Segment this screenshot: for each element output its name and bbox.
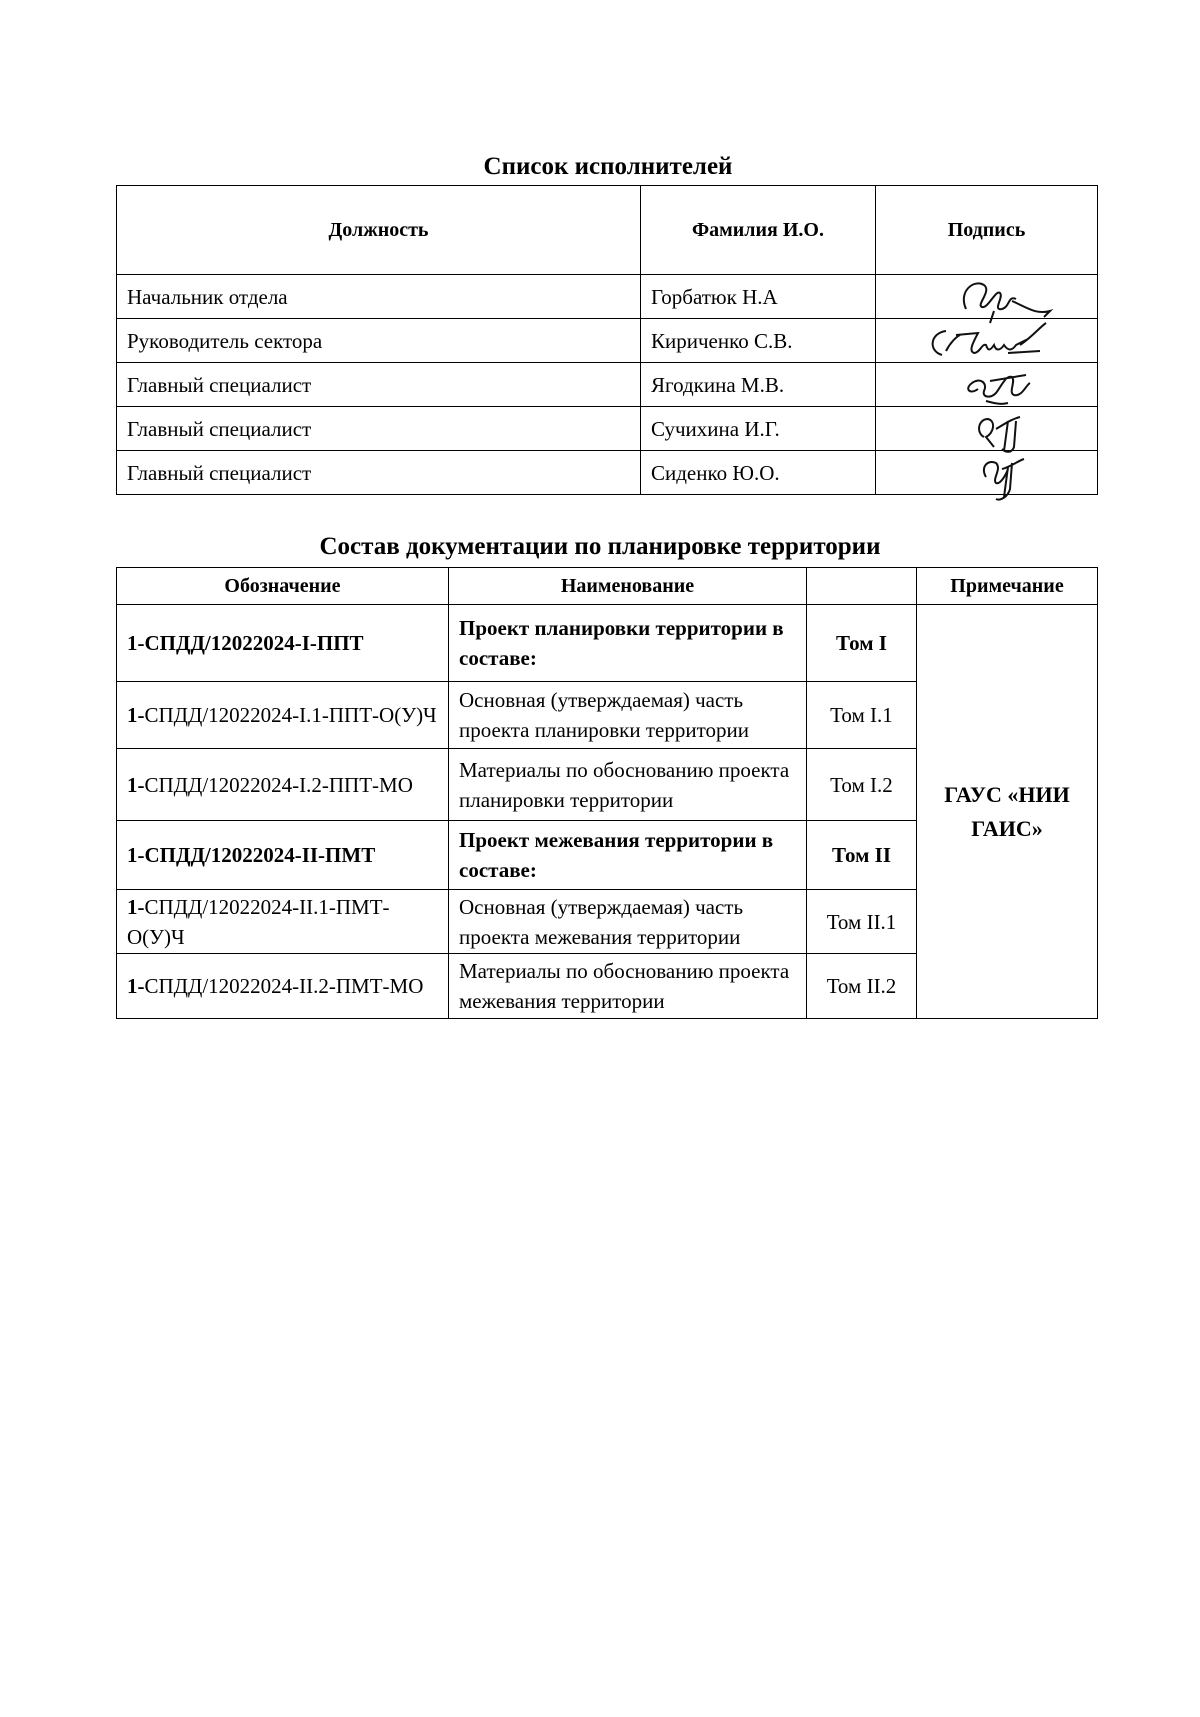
composition-title: Состав документации по планировке территории <box>319 533 881 560</box>
table-header-row <box>117 568 1098 605</box>
table-row <box>117 319 1098 363</box>
volume-cell: Том I.2 <box>807 749 917 821</box>
code-cell: 1-СПДД/12022024-I-ППТ <box>117 605 449 682</box>
signature-cell <box>876 319 1098 363</box>
performers-title: Список исполнителей <box>483 153 733 180</box>
position-cell: Главный специалист <box>117 363 641 407</box>
code-prefix: 1- <box>127 894 145 919</box>
header-volume <box>807 568 917 605</box>
code-text: СПДД/12022024-II.1-ПМТ-О(У)Ч <box>127 894 390 949</box>
name-cell: Основная (утверждаемая) часть проекта межевания территории <box>449 890 807 954</box>
position-cell: Начальник отдела <box>117 275 641 319</box>
code-cell <box>117 890 449 954</box>
code-cell: 1-СПДД/12022024-II-ПМТ <box>117 821 449 890</box>
table-row <box>117 407 1098 451</box>
performers-table <box>116 185 1098 495</box>
code-text: СПДД/12022024-I.2-ППТ-МО <box>144 772 413 797</box>
volume-cell: Том II.2 <box>807 954 917 1019</box>
table-header-row <box>117 186 1098 275</box>
code-cell <box>117 749 449 821</box>
signature-image <box>916 447 1066 501</box>
name-cell: Сучихина И.Г. <box>641 407 876 451</box>
header-note: Примечание <box>917 568 1098 605</box>
table-row <box>117 275 1098 319</box>
header-signature: Подпись <box>876 186 1098 275</box>
volume-cell: Том II <box>807 821 917 890</box>
name-cell: Материалы по обоснованию проекта межевания территории <box>449 954 807 1019</box>
name-cell: Проект планировки территории в составе: <box>449 605 807 682</box>
name-cell: Кириченко С.В. <box>641 319 876 363</box>
code-prefix: 1- <box>127 974 145 998</box>
name-cell: Ягодкина М.В. <box>641 363 876 407</box>
composition-table <box>116 567 1098 1019</box>
signature-cell <box>876 407 1098 451</box>
code-prefix: 1- <box>127 772 145 797</box>
name-cell: Сиденко Ю.О. <box>641 451 876 495</box>
note-cell: ГАУС «НИИ ГАИС» <box>917 605 1098 1019</box>
position-cell: Главный специалист <box>117 451 641 495</box>
name-cell: Материалы по обоснованию проекта планировки территории <box>449 749 807 821</box>
header-name: Фамилия И.О. <box>641 186 876 275</box>
volume-cell: Том II.1 <box>807 890 917 954</box>
volume-cell: Том I.1 <box>807 682 917 749</box>
position-cell: Главный специалист <box>117 407 641 451</box>
code-cell <box>117 682 449 749</box>
name-cell: Проект межевания территории в составе: <box>449 821 807 890</box>
signature-cell <box>876 363 1098 407</box>
header-position: Должность <box>117 186 641 275</box>
code-cell <box>117 954 449 1019</box>
code-text: СПДД/12022024-II.2-ПМТ-МО <box>144 974 424 998</box>
table-row <box>117 363 1098 407</box>
signature-cell <box>876 451 1098 495</box>
name-cell: Основная (утверждаемая) часть проекта планировки территории <box>449 682 807 749</box>
table-row <box>117 451 1098 495</box>
position-cell: Руководитель сектора <box>117 319 641 363</box>
volume-cell: Том I <box>807 605 917 682</box>
table-row <box>117 605 1098 682</box>
code-prefix: 1- <box>127 703 145 727</box>
name-cell: Горбатюк Н.А <box>641 275 876 319</box>
signature-cell <box>876 275 1098 319</box>
code-text: СПДД/12022024-I.1-ППТ-О(У)Ч <box>144 703 437 727</box>
header-code: Обозначение <box>117 568 449 605</box>
header-name: Наименование <box>449 568 807 605</box>
